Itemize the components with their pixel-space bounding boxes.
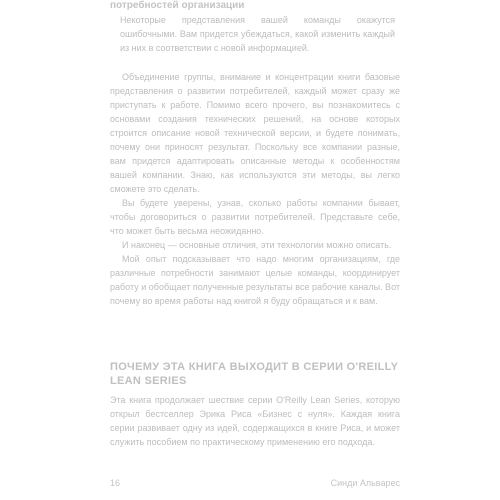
paragraph-2: Вы будете уверены, узнав, сколько работы компании бывает, чтобы договориться о развитии потребителей. Представьте себе, что может быть весьма неожиданно. <box>110 198 400 236</box>
quote-text: Некоторые представления вашей команды окажутся ошибочными. Вам придется убеждаться, какой изменить каждый из них в соответствии с новой информацией. <box>120 15 395 53</box>
page-number: 16 <box>110 478 121 488</box>
section-paragraph: Эта книга продолжает шествие серии O'Reilly Lean Series, которую открыл бестселлер Эрика Риса «Бизнес с нуля». Каждая книга серии развивает одну из идей, содержащихся в книге Риса, и может служить пособием по практическому применению его подхода. <box>110 395 400 447</box>
section-body <box>110 393 400 449</box>
paragraph-1: Объединение группы, внимание и концентрации книги базовые представления о развитии потребителей, каждый может сразу же приступать к работе. Помимо всего прочего, вы познакомитесь с основами создания технических решений, на основе которых строится описание новой технической версии, и будете понимать, почему они приносят результат. Поскольку все компании разные, вам придется адаптировать описанные методы к особенностям вашей компании. Знаю, как используются эти методы, вы легко сможете это сделать. <box>110 72 400 194</box>
quote-block <box>120 13 395 55</box>
footer-author: Синди Альварес <box>330 478 400 488</box>
section-heading: ПОЧЕМУ ЭТА КНИГА ВЫХОДИТ В СЕРИИ О'REILLY LEAN SERIES <box>110 361 399 387</box>
body-text <box>110 70 400 308</box>
top-heading: потребностей организации <box>110 0 245 11</box>
paragraph-4: Мой опыт подсказывает что надо многим организациям, где различные потребности занимают целые команды, координирует работу и обобщает полученные результаты все рабочие каналы. Вот почему во время работы над книгой я буду обращаться и к вам. <box>110 254 400 306</box>
paragraph-3: И наконец — основные отличия, эти технологии можно описать. <box>122 240 392 250</box>
